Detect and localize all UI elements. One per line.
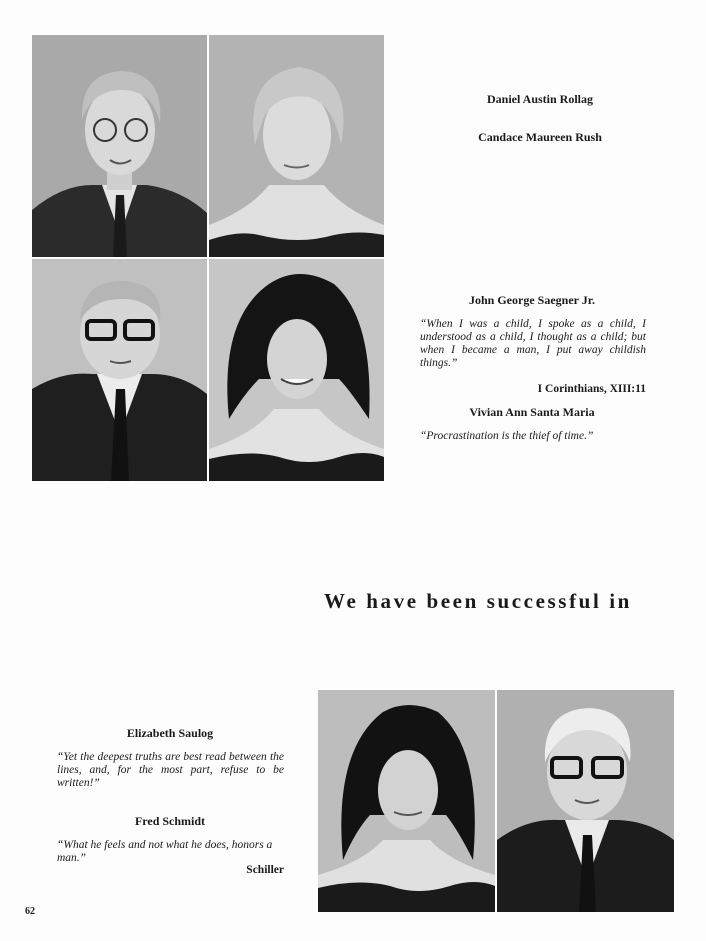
page-number: 62 (25, 906, 35, 917)
source-fred-schmidt: Schiller (246, 864, 284, 876)
photo-elizabeth-saulog (318, 690, 495, 912)
quote-fred-schmidt: “What he feels and not what he does, honors a man.” (57, 839, 273, 864)
portrait-girl-long-hair-icon (318, 690, 495, 912)
name-candace-rush: Candace Maureen Rush (478, 130, 602, 144)
page-headline: We have been successful in (324, 589, 632, 613)
portrait-boy-glasses-icon (32, 35, 207, 257)
photo-fred-schmidt (497, 690, 674, 912)
photo-candace-rush (209, 35, 384, 257)
photo-john-saegner (32, 259, 207, 481)
portrait-boy-blond-glasses-icon (497, 690, 674, 912)
name-elizabeth-saulog: Elizabeth Saulog (126, 726, 214, 740)
portrait-girl-dark-hair-icon (209, 259, 384, 481)
quote-john-saegner: “When I was a child, I spoke as a child, I understood as a child, I thought as a child; but when I became a man, I put away childish things.” (420, 318, 646, 369)
quote-elizabeth-saulog: “Yet the deepest truths are best read between the lines, and, for the most part, refuse to be written!” (57, 751, 284, 789)
portrait-girl-bob-icon (209, 35, 384, 257)
photo-vivian-santa-maria (209, 259, 384, 481)
name-john-saegner: John George Saegner Jr. (469, 293, 595, 307)
photo-daniel-rollag (32, 35, 207, 257)
quote-vivian-santa-maria: “Procrastination is the thief of time.” (420, 430, 594, 442)
name-vivian-santa-maria: Vivian Ann Santa Maria (469, 405, 595, 419)
source-john-saegner: I Corinthians, XIII:11 (537, 383, 646, 395)
name-daniel-rollag: Daniel Austin Rollag (486, 92, 594, 106)
name-fred-schmidt: Fred Schmidt (134, 814, 206, 828)
portrait-boy-dark-glasses-icon (32, 259, 207, 481)
